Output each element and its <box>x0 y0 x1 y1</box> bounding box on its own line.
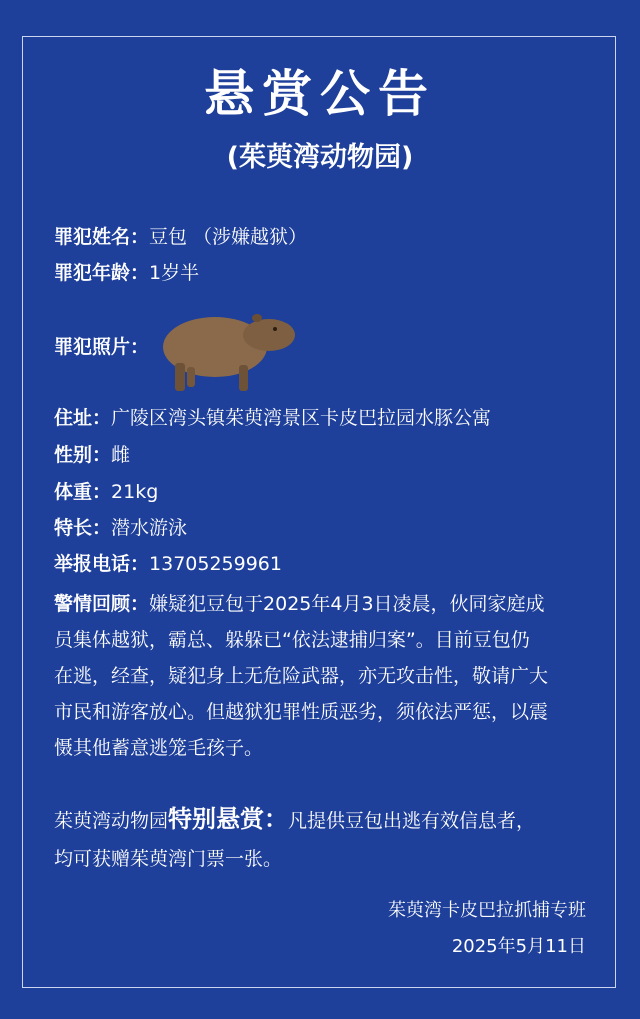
poster-title: 悬赏公告 <box>204 65 436 123</box>
incident-line-2: 员集体越狱，霸总、躲躲已“依法逮捕归案”。目前豆包仍 <box>54 629 530 651</box>
reward-line-2: 均可获赠茱萸湾门票一张。 <box>54 848 283 870</box>
field-phone <box>54 551 282 577</box>
name-value: 豆包 （涉嫌越狱） <box>149 226 308 248</box>
reward-highlight: 特别悬赏： <box>168 805 289 833</box>
field-photo <box>54 334 149 360</box>
capybara-ear <box>252 314 262 322</box>
photo-label: 罪犯照片： <box>54 336 150 358</box>
capybara-eye <box>273 327 277 331</box>
incident-text-1: 嫌疑犯豆包于2025年4月3日凌晨，伙同家庭成 <box>149 593 545 615</box>
incident-review <box>54 586 602 766</box>
field-name <box>54 224 307 250</box>
skill-value: 潜水游泳 <box>111 517 188 539</box>
incident-label: 警情回顾： <box>54 593 150 615</box>
capybara-leg-back <box>175 363 185 391</box>
poster-subtitle: (茱萸湾动物园) <box>226 142 414 173</box>
age-label: 罪犯年龄： <box>54 262 150 284</box>
incident-line-3: 在逃，经查，疑犯身上无危险武器，亦无攻击性，敬请广大 <box>54 665 549 687</box>
name-label: 罪犯姓名： <box>54 226 150 248</box>
gender-label: 性别： <box>54 444 112 466</box>
field-skill <box>54 515 187 541</box>
address-value: 广陵区湾头镇茱萸湾景区卡皮巴拉园水豚公寓 <box>111 407 492 429</box>
capybara-leg-front <box>239 365 248 391</box>
reward-line-1 <box>54 800 602 840</box>
capybara-photo <box>157 305 297 397</box>
gender-value: 雌 <box>111 444 131 466</box>
capybara-head <box>243 319 295 351</box>
signature-date: 2025年5月11日 <box>451 936 586 957</box>
weight-label: 体重： <box>54 481 112 503</box>
capybara-leg-mid <box>187 367 195 387</box>
incident-line-4: 市民和游客放心。但越狱犯罪性质恶劣，须依法严惩，以震 <box>54 701 549 723</box>
special-reward <box>54 800 602 878</box>
signature-team: 茱萸湾卡皮巴拉抓捕专班 <box>388 900 586 921</box>
field-gender <box>54 442 130 468</box>
field-address <box>54 405 491 431</box>
incident-line-5: 慑其他蓄意逃笼毛孩子。 <box>54 737 264 759</box>
field-age <box>54 260 199 286</box>
age-value: 1岁半 <box>149 262 200 284</box>
address-label: 住址： <box>54 407 112 429</box>
reward-org: 茱萸湾动物园 <box>54 810 169 832</box>
weight-value: 21kg <box>111 481 159 503</box>
incident-line-1 <box>54 586 602 622</box>
field-weight <box>54 479 158 505</box>
skill-label: 特长： <box>54 517 112 539</box>
phone-value: 13705259961 <box>149 553 282 575</box>
phone-label: 举报电话： <box>54 553 150 575</box>
reward-text-1: 凡提供豆包出逃有效信息者， <box>288 810 536 832</box>
